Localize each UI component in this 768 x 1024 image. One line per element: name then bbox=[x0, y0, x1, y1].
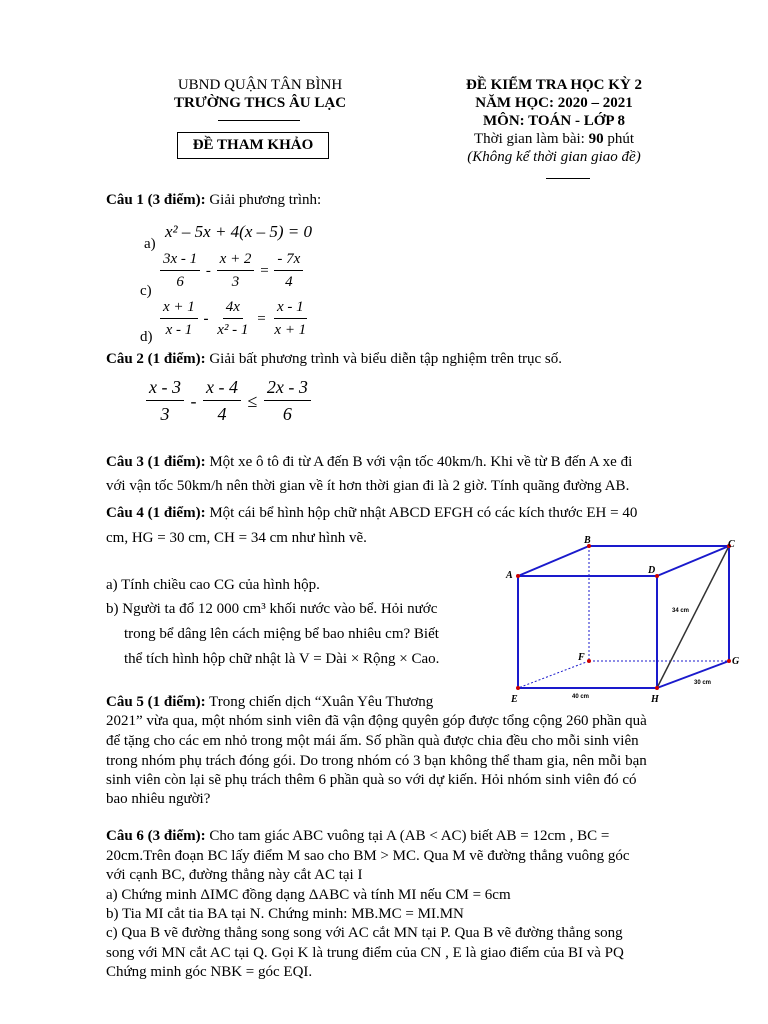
reference-label: ĐỀ THAM KHẢO bbox=[192, 137, 314, 153]
q5-line5: sinh viên còn lại sẽ phụ trách thêm 6 phần quà so với dự kiến. Hỏi nhóm sinh viên đó có bbox=[106, 772, 637, 788]
q6-part-c-line2: song với MN cắt AC tại Q. Gọi K là trung điểm của CN , E là giao điểm của BI và PQ bbox=[106, 945, 624, 961]
q1-c-label: c) bbox=[140, 283, 152, 299]
label-d: D bbox=[648, 565, 656, 576]
district-name: UBND QUẬN TÂN BÌNH bbox=[177, 77, 343, 93]
q6-line3: với cạnh BC, đường thẳng này cắt AC tại I bbox=[106, 867, 363, 883]
vertex-f bbox=[587, 659, 591, 663]
q4-part-b-line2: trong bể dâng lên cách miệng bể bao nhiêu cm? Biết bbox=[124, 626, 439, 642]
q4-line2: cm, HG = 30 cm, CH = 34 cm như hình vẽ. bbox=[106, 530, 367, 546]
q6-part-a: a) Chứng minh ΔIMC đồng dạng ΔABC và tính MI nếu CM = 6cm bbox=[106, 887, 511, 903]
time-note: (Không kể thời gian giao đề) bbox=[467, 149, 641, 165]
q6-part-b: b) Tia MI cắt tia BA tại N. Chứng minh: MB.MC = MI.MN bbox=[106, 906, 464, 922]
reference-box bbox=[177, 132, 329, 159]
edge-dc bbox=[657, 546, 729, 576]
exam-title: ĐỀ KIỂM TRA HỌC KỲ 2 bbox=[466, 77, 642, 93]
q4-part-b-line3: thể tích hình hộp chữ nhật là V = Dài × Rộng × Cao. bbox=[124, 651, 440, 667]
q6-part-c-line1: c) Qua B vẽ đường thẳng song song với AC cắt MN tại P. Qua B vẽ đường thẳng song bbox=[106, 925, 623, 941]
school-name: TRƯỜNG THCS ÂU LẠC bbox=[173, 95, 347, 111]
q4-line1: Câu 4 (1 điểm): Một cái bể hình hộp chữ nhật ABCD EFGH có các kích thước EH = 40 bbox=[106, 505, 638, 521]
q5-line1: Câu 5 (1 điểm): Trong chiến dịch “Xuân Yêu Thương bbox=[106, 694, 434, 710]
q6-line2: 20cm.Trên đoạn BC lấy điểm M sao cho BM > MC. Qua M vẽ đường thẳng vuông góc bbox=[106, 848, 630, 864]
q2-heading: Câu 2 (1 điểm): Giải bất phương trình và biểu diễn tập nghiệm trên trục số. bbox=[106, 351, 562, 367]
subject: MÔN: TOÁN - LỚP 8 bbox=[483, 113, 625, 129]
q6-part-c-line3: Chứng minh góc NBK = góc EQI. bbox=[106, 964, 313, 980]
edge-ab bbox=[518, 546, 589, 576]
q4-part-a: a) Tính chiều cao CG của hình hộp. bbox=[106, 577, 320, 593]
edge-fe bbox=[518, 661, 589, 688]
label-a: A bbox=[506, 570, 513, 581]
label-b: B bbox=[584, 535, 591, 546]
box-figure bbox=[500, 530, 750, 705]
q6-line1: Câu 6 (3 điểm): Cho tam giác ABC vuông tại A (AB < AC) biết AB = 12cm , BC = bbox=[106, 828, 610, 844]
q2-inequality: $\frac{x - 3}{3}$ - $\frac{x - 4}{4}$ ≤ $\frac{2x - 3}{6}$ bbox=[146, 376, 311, 425]
time-value: 90 bbox=[588, 131, 604, 147]
q1-heading: Câu 1 (3 điểm): Giải phương trình: bbox=[106, 192, 322, 208]
q1-a-label: a) bbox=[144, 236, 156, 252]
q5-line3: để tặng cho các em nhỏ trong một mái ấm. Số phần quà được chia đều cho mỗi sinh viên bbox=[106, 733, 639, 749]
label-g: G bbox=[732, 656, 740, 667]
vertex-a bbox=[516, 574, 520, 578]
q5-line2: 2021” vừa qua, một nhóm sinh viên đã vận động quyên góp được tổng cộng 260 phần quà bbox=[106, 713, 647, 729]
q5-line6: bao nhiêu người? bbox=[106, 791, 211, 807]
q3-line2: với vận tốc 50km/h nên thời gian về ít hơn thời gian đi là 2 giờ. Tính quãng đường AB. bbox=[106, 478, 630, 494]
q1-c-equation: $\frac{3x - 1}{6}$ - $\frac{x + 2}{3}$ = $\frac{- 7x}{4}$ bbox=[160, 250, 303, 291]
q1-d-equation: $\frac{x + 1}{x - 1}$ - $\frac{4x}{\text{x² - 1}}$ = $\frac{x - 1}{x + 1}$ bbox=[160, 298, 309, 339]
time-line: Thời gian làm bài: 90 phút bbox=[474, 131, 634, 147]
q1-a-equation: x² – 5x + 4(x – 5) = 0 bbox=[165, 222, 312, 241]
school-year: NĂM HỌC: 2020 – 2021 bbox=[475, 95, 633, 111]
q3-line1: Câu 3 (1 điểm): Một xe ô tô đi từ A đến B với vận tốc 40km/h. Khi về từ B đến A xe đi bbox=[106, 454, 633, 470]
vertex-e bbox=[516, 686, 520, 690]
label-c: C bbox=[728, 539, 735, 550]
label-e: E bbox=[511, 694, 518, 705]
label-hg-length: 30 cm bbox=[694, 680, 712, 686]
q5-line4: trong nhóm phụ trách đóng gói. Do trong nhóm có 3 bạn không thể tham gia, nên mỗi bạn bbox=[106, 753, 647, 769]
label-h: H bbox=[651, 694, 659, 705]
vertex-g bbox=[727, 659, 731, 663]
header-underline-right bbox=[546, 178, 590, 179]
vertex-h bbox=[655, 686, 659, 690]
diagonal-ch bbox=[657, 546, 729, 688]
q1-d-label: d) bbox=[140, 329, 153, 345]
label-f: F bbox=[578, 652, 585, 663]
vertex-d bbox=[655, 574, 659, 578]
label-eh-length: 40 cm bbox=[572, 694, 590, 700]
label-ch-length: 34 cm bbox=[672, 608, 690, 614]
header-underline-left bbox=[218, 120, 300, 121]
q4-part-b-line1: b) Người ta đổ 12 000 cm³ khối nước vào bể. Hỏi nước bbox=[106, 601, 438, 617]
